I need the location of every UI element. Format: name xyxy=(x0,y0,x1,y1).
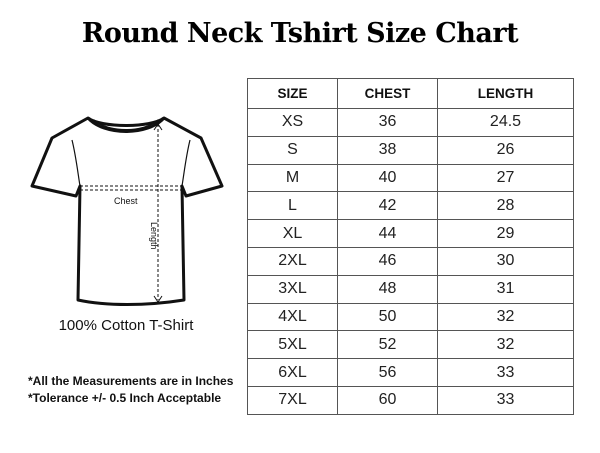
length-cell: 26 xyxy=(438,136,574,164)
chest-cell: 42 xyxy=(338,192,438,220)
length-cell: 31 xyxy=(438,275,574,303)
table-row xyxy=(248,136,574,164)
note-measurements: *All the Measurements are in Inches xyxy=(28,374,234,388)
chest-cell: 48 xyxy=(338,275,438,303)
size-cell: 2XL xyxy=(248,247,338,275)
size-cell: 5XL xyxy=(248,331,338,359)
table-row xyxy=(248,303,574,331)
length-cell: 24.5 xyxy=(438,109,574,137)
size-cell: 4XL xyxy=(248,303,338,331)
chest-cell: 44 xyxy=(338,220,438,248)
table-row xyxy=(248,275,574,303)
table-row xyxy=(248,192,574,220)
chest-cell: 50 xyxy=(338,303,438,331)
size-cell: S xyxy=(248,136,338,164)
length-cell: 32 xyxy=(438,331,574,359)
length-cell: 27 xyxy=(438,164,574,192)
table-row xyxy=(248,109,574,137)
chest-cell: 36 xyxy=(338,109,438,137)
chest-cell: 60 xyxy=(338,386,438,414)
chest-cell: 56 xyxy=(338,359,438,387)
table-header-row xyxy=(248,79,574,109)
size-cell: 7XL xyxy=(248,386,338,414)
table-row xyxy=(248,386,574,414)
chest-cell: 40 xyxy=(338,164,438,192)
table-row xyxy=(248,247,574,275)
table-row xyxy=(248,331,574,359)
header-length: LENGTH xyxy=(438,79,574,109)
chest-cell: 38 xyxy=(338,136,438,164)
table-row xyxy=(248,164,574,192)
size-cell: M xyxy=(248,164,338,192)
size-cell: XS xyxy=(248,109,338,137)
length-cell: 30 xyxy=(438,247,574,275)
header-size: SIZE xyxy=(248,79,338,109)
table-row xyxy=(248,220,574,248)
table-row xyxy=(248,359,574,387)
size-cell: 6XL xyxy=(248,359,338,387)
length-cell: 33 xyxy=(438,386,574,414)
note-tolerance: *Tolerance +/- 0.5 Inch Acceptable xyxy=(28,391,222,405)
length-cell: 28 xyxy=(438,192,574,220)
header-chest: CHEST xyxy=(338,79,438,109)
page-title: Round Neck Tshirt Size Chart xyxy=(81,18,519,49)
length-label: Length xyxy=(149,222,159,250)
chest-label: Chest xyxy=(114,196,138,206)
chest-cell: 46 xyxy=(338,247,438,275)
notes xyxy=(28,373,233,407)
shirt-caption: 100% Cotton T-Shirt xyxy=(58,317,194,334)
size-cell: 3XL xyxy=(248,275,338,303)
tshirt-icon xyxy=(26,100,226,310)
size-cell: L xyxy=(248,192,338,220)
size-cell: XL xyxy=(248,220,338,248)
size-table xyxy=(247,78,574,415)
length-cell: 32 xyxy=(438,303,574,331)
length-cell: 33 xyxy=(438,359,574,387)
chest-cell: 52 xyxy=(338,331,438,359)
length-cell: 29 xyxy=(438,220,574,248)
